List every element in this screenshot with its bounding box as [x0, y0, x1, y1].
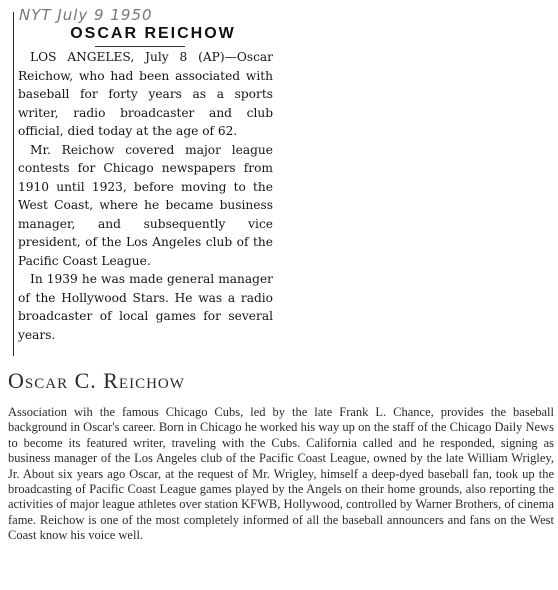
article-body: Association wih the famous Chicago Cubs, led by the late Frank L. Chance, provides the baseball background in Oscar's career. Born in Chicago he worked his way up on the staff of the Chicago Daily News to become its featured writer, traveling with the Cubs. California called and he responded, signing as business manager of the Los Angeles club of the Pacific Coast League, owned by the late William Wrigley, Jr. About six years ago Oscar, at the request of Mr. Wrigley, himself a deep-dyed baseball fan, took up the broadcasting of Pacific Coast League games played by the Angels on their home grounds, also reporting the activities of major league athletes over station KFWB, Hollywood, controlled by Warner Brothers, of cinema fame. Reichow is one of the most completely informed of all the baseball announcers and fans on the West Coast know his voice well. [8, 405, 554, 543]
clipping-paragraph: In 1939 he was made general manager of the Hollywood Stars. He was a radio broadcaster of local games for several years. [18, 272, 273, 342]
handwritten-date-note: NYT July 9 1950 [19, 6, 153, 24]
clipping-paragraph: Mr. Reichow covered major league contests for Chicago newspapers from 1910 until 1923, before moving to the West Coast, where he became business manager, and subsequently vice president, of the Los Angeles club of the Pacific Coast League. [18, 142, 273, 268]
clipping-headline: OSCAR REICHOW [70, 25, 236, 42]
clipping-body [18, 48, 273, 344]
clipping-left-border [13, 12, 14, 356]
headline-rule [95, 46, 185, 47]
newspaper-clipping [5, 4, 273, 358]
article-heading: Oscar C. Reichow [8, 368, 185, 393]
clipping-paragraph: LOS ANGELES, July 8 (AP)—Oscar Reichow, who had been associated with baseball for forty years as a sports writer, radio broadcaster and club official, died today at the age of 62. [18, 50, 273, 138]
